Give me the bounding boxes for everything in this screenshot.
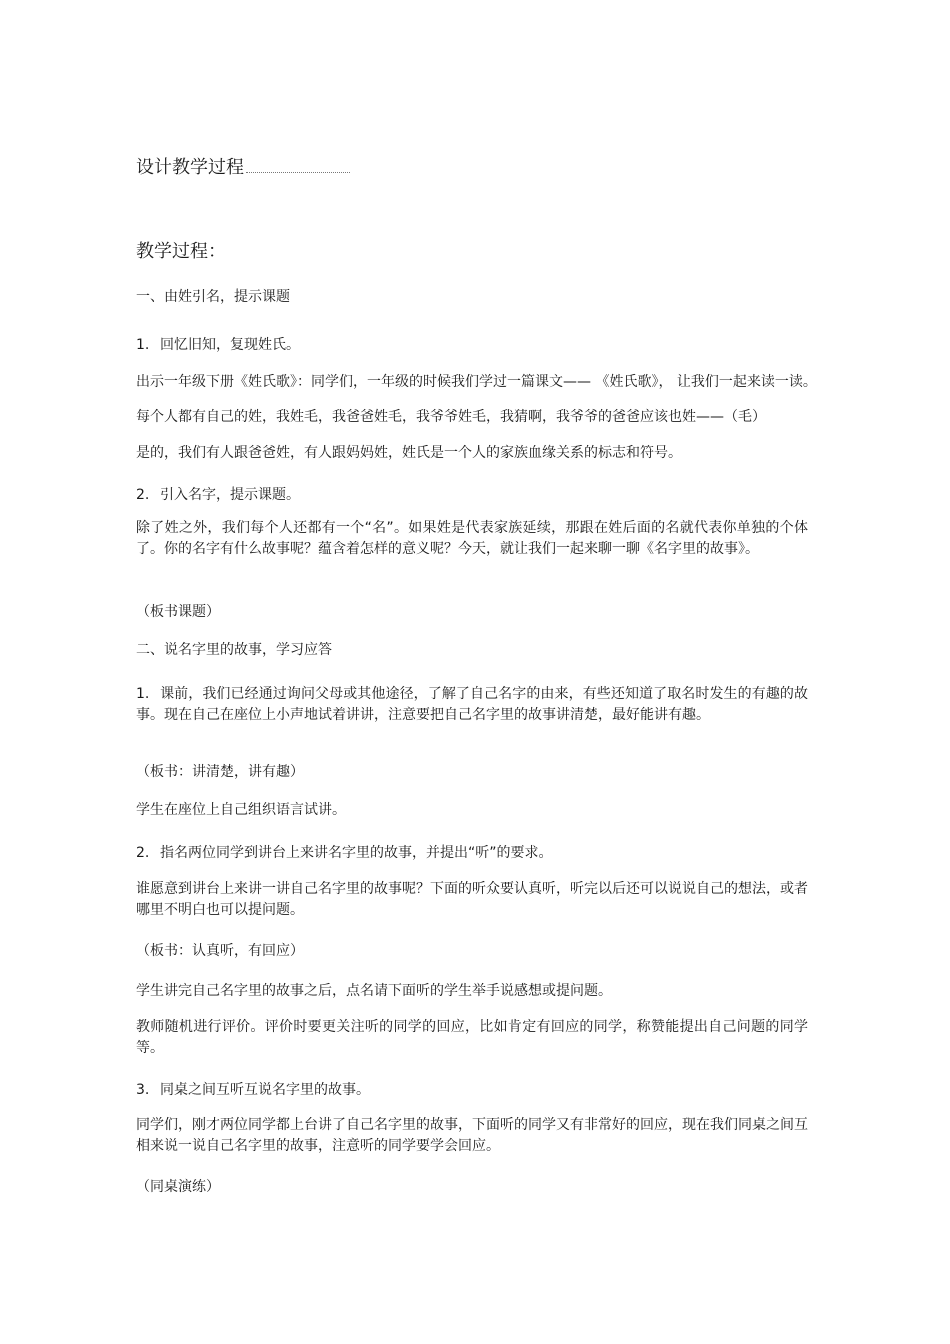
step-number: 3. <box>136 1082 150 1098</box>
heading-teaching-process: 教学过程： <box>136 241 226 262</box>
step-text: 课前，我们已经通过询问父母或其他途径，了解了自己名字的由来，有些还知道了取名时发生的有趣的故事。现在自己在座位上小声地试着讲讲，注意要把自己名字里的故事讲清楚，最好能讲有趣。 <box>136 686 808 723</box>
section-heading-1: 一、由姓引名，提示课题 <box>136 289 290 305</box>
step-text: 指名两位同学到讲台上来讲名字里的故事，并提出“听”的要求。 <box>160 845 553 861</box>
board-note-2: （板书：讲清楚，讲有趣） <box>136 764 304 780</box>
paragraph-8: 教师随机进行评价。评价时要更关注听的同学的回应，比如肯定有回应的同学，称赞能提出自己问题的同学等。 <box>136 1019 808 1056</box>
paragraph-9: 同学们，刚才两位同学都上台讲了自己名字里的故事，下面听的同学又有非常好的回应，现在我们同桌之间互相来说一说自己名字里的故事，注意听的同学要学会回应。 <box>136 1117 808 1154</box>
paragraph-4: 除了姓之外，我们每个人还都有一个“名”。如果姓是代表家族延续，那跟在姓后面的名就代表你单独的个体了。你的名字有什么故事呢？蕴含着怎样的意义呢？今天，就让我们一起来聊一聊《名字里的故事》。 <box>136 520 808 557</box>
section-heading-2: 二、说名字里的故事，学习应答 <box>136 642 332 658</box>
paragraph-1: 出示一年级下册《姓氏歌》：同学们，一年级的时候我们学过一篇课文—— 《姓氏歌》， 让我们一起来读一读。 <box>136 374 817 390</box>
step-number: 1. <box>136 337 150 353</box>
step-number: 1. <box>136 686 150 702</box>
step-number: 2. <box>136 487 150 503</box>
board-note-4: （同桌演练） <box>136 1179 220 1195</box>
paragraph-5: 学生在座位上自己组织语言试讲。 <box>136 802 346 818</box>
paragraph-3: 是的，我们有人跟爸爸姓，有人跟妈妈姓，姓氏是一个人的家族血缘关系的标志和符号。 <box>136 445 682 461</box>
paragraph-2: 每个人都有自己的姓，我姓毛，我爸爸姓毛，我爷爷姓毛，我猜啊，我爷爷的爸爸应该也姓——（毛） <box>136 409 766 425</box>
step-1-2 <box>136 485 812 505</box>
step-text: 引入名字，提示课题。 <box>160 487 300 503</box>
document-title-line <box>136 156 812 180</box>
title-dotted-leader <box>246 166 350 173</box>
step-1-1 <box>136 335 812 355</box>
paragraph-7: 学生讲完自己名字里的故事之后，点名请下面听的学生举手说感想或提问题。 <box>136 983 612 999</box>
step-2-2 <box>136 843 812 863</box>
step-number: 2. <box>136 845 150 861</box>
document-title: 设计教学过程 <box>136 157 244 178</box>
step-text: 同桌之间互听互说名字里的故事。 <box>160 1082 370 1098</box>
step-text: 回忆旧知，复现姓氏。 <box>160 337 300 353</box>
board-note-3: （板书：认真听，有回应） <box>136 943 304 959</box>
step-2-1 <box>136 684 808 726</box>
board-note-1: （板书课题） <box>136 604 220 620</box>
paragraph-6: 谁愿意到讲台上来讲一讲自己名字里的故事呢？下面的听众要认真听，听完以后还可以说说自己的想法，或者哪里不明白也可以提问题。 <box>136 881 808 918</box>
step-2-3 <box>136 1080 812 1100</box>
